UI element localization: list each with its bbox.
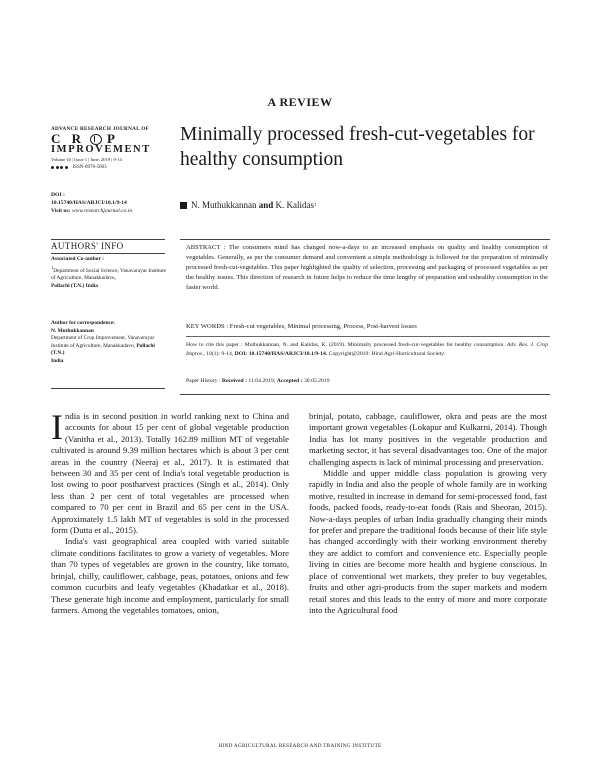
assoc-place: Pollachi (T.N.) India xyxy=(51,282,98,289)
citation xyxy=(186,341,548,359)
issn-text: ISSN-0976-5603 xyxy=(72,165,107,170)
received-date: 11.04.2019; xyxy=(248,378,276,384)
author-first: N. Muthukkannan xyxy=(191,200,257,210)
cite-copyright: Copyright@2019: Hind Agri-Horticultural Society. xyxy=(328,351,446,357)
body-column-left xyxy=(51,407,289,616)
associated-coauthor xyxy=(51,256,167,290)
section-label: A REVIEW xyxy=(267,95,333,109)
journal-improvement: IMPROVEMENT xyxy=(51,144,151,155)
paper-history xyxy=(186,377,548,386)
seed-icon xyxy=(90,134,102,145)
visit-line xyxy=(51,207,181,215)
corr-name: N. Muthukkannan xyxy=(51,327,94,334)
journal-crop-left: C R xyxy=(51,131,86,146)
author-sup: 1 xyxy=(314,202,317,208)
author-line xyxy=(180,200,317,210)
assoc-label: Associated Co-author : xyxy=(51,256,104,262)
corr-affiliation: Department of Crop Improvement, Vanavarayar Institute of Agriculture, Manakkadavu, xyxy=(51,335,155,349)
divider xyxy=(51,239,165,240)
cite-text2: 10(1): 9-14, xyxy=(206,351,234,357)
cite-doi: DOI: 10.15740/HAS/ARJCI/10.1/9-14. xyxy=(234,351,328,357)
corr-place: Pollachi (T.N.) xyxy=(51,342,155,357)
dots-icon xyxy=(51,166,68,169)
visit-label: Visit us: xyxy=(51,208,71,214)
body-column-right xyxy=(309,411,547,616)
assoc-affiliation: Department of Social Science, Vanavarayar Institute of Agriculture, Manakkadavu, xyxy=(51,267,167,281)
author-second: K. Kalidas xyxy=(275,200,315,210)
received-label: Received : xyxy=(221,378,247,384)
keywords xyxy=(186,322,548,332)
doi-block xyxy=(51,191,181,215)
journal-crop-right: P xyxy=(107,131,119,146)
journal-volume: Volume 10 | Issue 1 | June, 2019 | 9-14 xyxy=(51,157,122,162)
divider xyxy=(51,388,165,389)
doi-label: DOI : xyxy=(51,192,65,198)
journal-url[interactable]: www.researchjournal.co.in xyxy=(71,208,133,214)
doi-value: 10.15740/HAS/ARJCI/10.1/9-14 xyxy=(51,200,127,206)
keywords-label: KEY WORDS : xyxy=(186,323,229,330)
authors-info-heading: AUTHORS' INFO xyxy=(51,241,124,251)
body-paragraph: ndia is in second position in world ranking next to China and accounts for about 15 per cent of global vegetable production (Vanitha et al., 2013). Totally 162.89 million MT of vegetable cultivated is around 9.39 million hectares which is about 3 per cent areas in the country (Neeraj et al., 2017). It is estimated that between 30 and 35 per cent of India's total vegetable production is lost owing to poor postharvest practices (Singh et al., 2014). Only less than 2 per cent of total vegetables are processed when compared to 70 per cent in Brazil and 65 per cent in the USA. Approximately 1.5 lakh MT of vegetables is sold in the processed form (Dutta et al., 2015). xyxy=(51,411,289,536)
assoc-sup: 1 xyxy=(51,264,54,270)
history-label: Paper History : xyxy=(186,378,221,384)
abstract-label: ABSTRACT : xyxy=(186,244,226,251)
page-footer: HIND AGRICULTURAL RESEARCH AND TRAINING INSTITUTE xyxy=(218,743,382,749)
accepted-date: 30.05.2019 xyxy=(303,378,330,384)
journal-header: ADVANCE RESEARCH JOURNAL OF xyxy=(51,126,150,132)
divider xyxy=(186,336,550,337)
body-paragraph: brinjal, potato, cabbage, cauliflower, okra and peas are the most important grown vegetables (Lokapur and Kulkarni, 2014). Though India has lot many positives in the vegetable production and marketing sector, it has several disadvantages too. One of the major challenging aspects is lack of minimal processing and preservation. xyxy=(309,411,547,467)
journal-issn xyxy=(51,165,166,170)
keywords-text: Fresh-cut vegetables, Minimal processing, Process, Post-harvest losses xyxy=(229,323,417,330)
cite-text1: Muthukkannan, N. and Kalidas, K. (2019). Minimally processed fresh-cut-vegetables for healthy consumption. xyxy=(244,342,505,348)
journal-logo xyxy=(51,126,166,170)
corr-country: India xyxy=(51,357,64,364)
divider xyxy=(51,253,165,254)
author-and: and xyxy=(258,200,274,210)
body-paragraph: Middle and upper middle class population is growing very rapidly in India and also the people of whole family are in working motive, resulted in increase in demand for semi-processed food, fast foods, packed foods, ready-to-eat foods (Rais and Sheoran, 2015). Now-a-days peoples of urban India gradually changing their minds for prefer and prepare the traditional foods because of their life style has changed accordingly with their working environment thereby they are addict to comfort and convenience etc. Especially people living in cities are become more health and hygiene conscious. In place of conventional wet markets, they prefer to buy vegetables, fruits and other agri-products from the super markets and modern retail stores and this leads to the entry of more and more corporate into the Agricultural food xyxy=(309,468,547,615)
square-bullet-icon xyxy=(180,202,187,209)
drop-cap: I xyxy=(51,407,63,447)
cite-journal: Adv. Res. J. Crop Improv., xyxy=(186,342,549,357)
correspondence-author xyxy=(51,320,169,366)
abstract xyxy=(186,243,548,293)
cite-label: How to cite this paper : xyxy=(186,342,243,348)
corr-label: Author for correspondence: xyxy=(51,320,116,326)
body-paragraph: India's vast geographical area coupled with varied suitable climate conditions facilitates to grow a variety of vegetables. More than 70 types of vegetables are grown in the country, like tomato, brinjal, chilly, cauliflower, cabbage, peas, potatoes, onions and few common cucurbits and leafy vegetables (Khadatkar et al., 2018). These generate high income and employment, particularly for small farmers. Among the vegetables tomatoes, onion, xyxy=(51,536,289,615)
abstract-text: The consumers mind has changed now-a-days to an increased emphasis on quality and healthy consumption of vegetables. Generally, as per the consumer demand and convenient a simple methodology is followed for the preparation of minimally processed fresh-cut-vegetables. This paper highlighted the quality of selection, processing and packaging of processed vegetables as per the healthy issues. This direction of research in future helps to reduce the time lengthy of preparation and unhealthy consumption in the faster world. xyxy=(186,244,549,291)
paper-title: Minimally processed fresh-cut-vegetables for healthy consumption xyxy=(180,124,535,170)
accepted-label: Accepted : xyxy=(276,378,303,384)
